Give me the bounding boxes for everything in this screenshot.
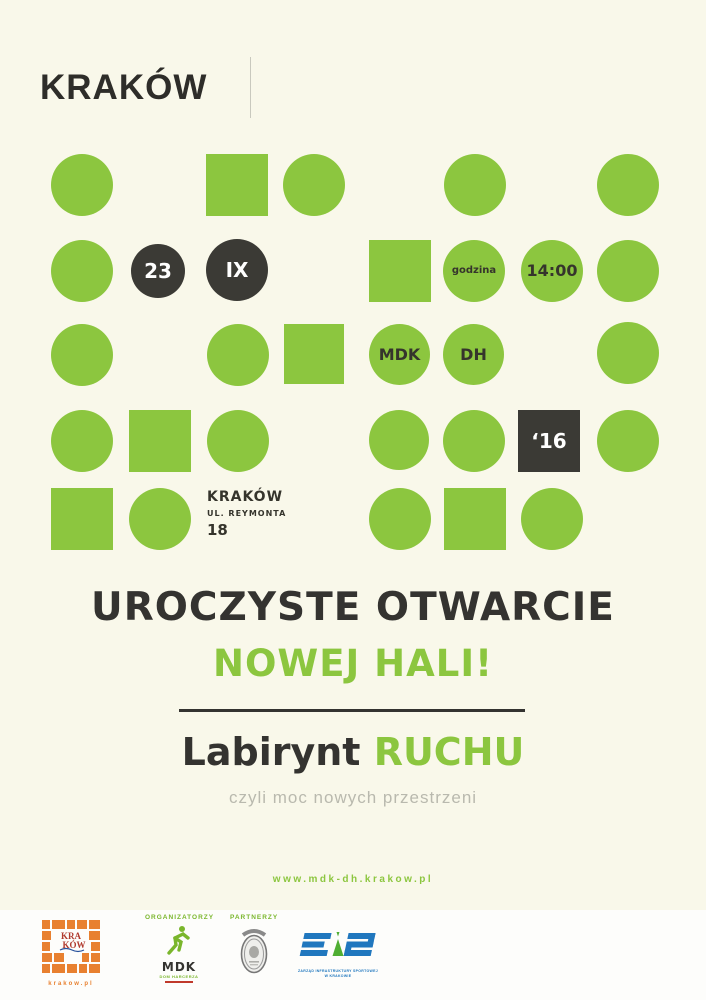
deco-square [369,240,431,302]
date-day-badge [131,244,185,298]
footer [0,910,706,1000]
date-day-badge-label: 23 [144,259,172,283]
deco-circle [283,154,345,216]
time-value-circle-label: 14:00 [526,261,578,280]
deco-circle [597,154,659,216]
partners-label: PARTNERZY [230,914,279,921]
mdk-circle [369,324,430,385]
deco-circle [521,488,583,550]
event-tagline: czyli moc nowych przestrzeni [228,788,478,807]
deco-square [206,154,268,216]
event-name-part2: RUCHU [373,730,525,774]
year-badge [518,410,580,472]
horizontal-rule [179,709,525,712]
deco-square [284,324,344,384]
headline-green: NOWEJ HALI! [213,642,493,685]
zis-logo-caption: ZARZĄD INFRASTRUKTURY SPORTOWEJ W KRAKOWIE [297,969,378,978]
deco-circle [597,322,659,384]
date-month-badge-label: IX [225,258,249,282]
header-divider-line [250,57,251,118]
venue-city: KRAKÓW [207,489,284,505]
mdk-logo [146,925,212,983]
mdk-logo-subtitle: DOM HARCERZA [159,974,199,979]
event-name [0,730,706,774]
mdk-runner-icon [164,925,194,955]
deco-circle [129,488,191,550]
year-badge-label: ‘16 [531,429,567,453]
headline: UROCZYSTE OTWARCIE [91,585,615,630]
deco-square [444,488,506,550]
deco-circle [443,410,505,472]
svg-text:KRA: KRA [61,931,81,941]
time-label-circle [443,240,505,302]
page-title: KRAKÓW [40,68,208,107]
date-month-badge [206,239,268,301]
deco-circle [444,154,506,216]
krakow-city-logo [40,920,102,987]
deco-circle [369,410,429,470]
deco-circle [207,410,269,472]
zis-letters-icon [297,931,379,963]
svg-text:KÓW: KÓW [62,940,86,950]
deco-circle [51,240,113,302]
venue-address [207,489,286,539]
dh-circle-label: DH [460,344,487,364]
deco-square [129,410,191,472]
krakow-logo-caption: krakow.pl [48,981,94,987]
mdk-logo-name: MDK [161,960,197,974]
venue-number: 18 [207,521,228,539]
partner-crest-logo [238,926,270,981]
organizers-label: ORGANIZATORZY [145,914,215,921]
time-value-circle [521,240,583,302]
time-label-circle-label: godzina [451,265,497,276]
dh-circle [443,324,504,385]
event-name-part1: Labirynt [181,730,361,774]
zis-logo [297,931,379,979]
deco-circle [597,410,659,472]
mdk-circle-label: MDK [378,344,421,364]
deco-circle [207,324,269,386]
website-url[interactable]: www.mdk-dh.krakow.pl [272,874,434,885]
deco-circle [51,324,113,386]
mdk-logo-redline [165,981,193,983]
deco-circle [597,240,659,302]
krakow-mosaic-icon [40,920,102,974]
deco-circle [369,488,431,550]
crest-badge-icon [238,926,270,976]
deco-circle [51,410,113,472]
deco-circle [51,154,113,216]
deco-square [51,488,113,550]
venue-street: UL. REYMONTA [207,509,287,518]
